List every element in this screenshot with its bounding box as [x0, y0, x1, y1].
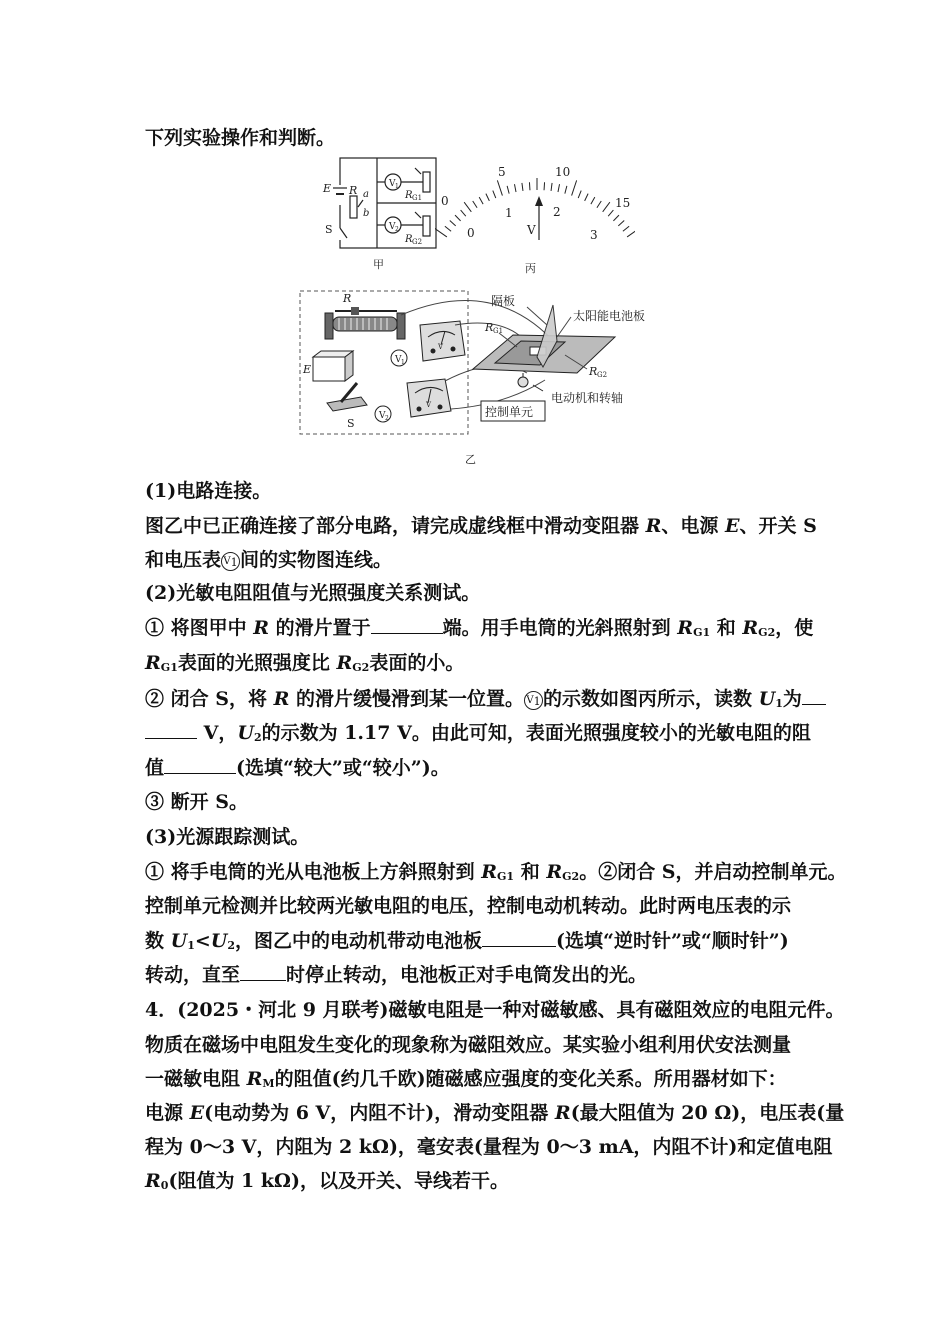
q4-line-4: 电源 E(电动势为 6 V，内阻不计)，滑动变阻器 R(最大阻值为 20 Ω)，电压表(量	[145, 1102, 845, 1124]
scale-tick	[551, 183, 552, 191]
label-r: R	[349, 184, 358, 197]
scale-bottom-1: 1	[505, 206, 513, 220]
v1-symbol-sub: 1	[395, 183, 399, 190]
answer-blank-1[interactable]	[371, 615, 443, 634]
q2-line-6: ③ 断开 S。	[145, 791, 248, 813]
scale-tick	[558, 184, 560, 192]
label-rg2: R	[405, 234, 413, 245]
label-a: a	[363, 189, 369, 200]
q3-line-2: 控制单元检测并比较两光敏电阻的电压，控制电动机转动。此时两电压表的示	[145, 895, 792, 917]
voltmeter-scale-bing	[435, 160, 635, 280]
v2-symbol-sub: 2	[395, 226, 399, 233]
scale-tick	[450, 221, 456, 226]
apparatus-diagram-yi	[295, 285, 675, 470]
circuit-diagram-jia	[315, 150, 445, 275]
answer-blank-3[interactable]	[164, 755, 236, 774]
q2-line-1: ① 将图甲中 R 的滑片置于 端。用手电筒的光斜照射到 $R_{G1}$ 和 $R_{G2}$，使	[145, 617, 814, 639]
q3-title: (3)光源跟踪测试。	[145, 826, 310, 848]
scale-tick	[565, 186, 567, 194]
scale-tick	[486, 194, 489, 201]
scale-tick	[514, 184, 516, 192]
v1-symbol-sub: 1	[401, 359, 405, 366]
label-e: E	[323, 182, 332, 195]
scale-tick	[507, 186, 509, 194]
q2-line-3: ② 闭合 S，将 R 的滑片缓慢滑到某一位置。 $V_1$ 的示数如图丙所示，读数 $U_1$为	[145, 686, 826, 717]
q3-line-3: 数 $U_1<U_2$，图乙中的电动机带动电池板 (选填“逆时针”或“顺时针”)	[145, 930, 789, 952]
scale-tick	[585, 194, 588, 201]
label-r: R	[343, 292, 352, 305]
v2-symbol: V	[389, 222, 396, 232]
v1-symbol: V	[389, 179, 396, 189]
caption-bing: 丙	[525, 262, 536, 275]
scale-tick	[455, 215, 461, 221]
pointer	[535, 196, 543, 240]
label-b: b	[363, 208, 370, 219]
scale-tick	[608, 210, 613, 216]
scale-bottom-2: 2	[553, 205, 561, 219]
intro-text: 下列实验操作和判断。	[145, 127, 336, 149]
label-control-unit: 控制单元	[485, 405, 534, 419]
scale-tick	[578, 191, 581, 198]
scale-tick	[618, 221, 624, 226]
v2-symbol-sub: 2	[385, 415, 389, 422]
q1-line-1: 图乙中已正确连接了部分电路，请完成虚线框中滑动变阻器 R、电源 E、开关 S	[145, 515, 817, 537]
answer-blank-2a[interactable]	[802, 686, 826, 705]
scale-tick	[613, 215, 619, 221]
caption-jia: 甲	[373, 258, 384, 271]
scale-tick	[627, 228, 635, 237]
motor	[518, 373, 528, 387]
scale-tick	[572, 180, 577, 195]
scale-tick	[623, 226, 629, 231]
label-rg1: R	[485, 321, 494, 334]
voltmeter-2	[407, 379, 451, 417]
meter-2-unit: V	[426, 401, 432, 409]
answer-blank-4[interactable]	[482, 928, 556, 947]
q1-line-2: 和电压表 $V_1$ 间的实物图连线。	[145, 549, 393, 571]
v1-symbol: V	[395, 355, 402, 365]
label-solar-panel: 太阳能电池板	[573, 309, 646, 323]
q1-title: (1)电路连接。	[145, 480, 272, 502]
scale-unit: V	[527, 223, 536, 237]
battery	[313, 351, 353, 381]
q2-line-2: $R_{G1}$表面的光照强度比 $R_{G2}$表面的小。	[145, 652, 465, 674]
v2-symbol: V	[379, 411, 386, 421]
label-partition: 隔板	[491, 294, 516, 308]
scale-bottom-0: 0	[467, 226, 475, 240]
label-motor: 电动机和转轴	[551, 391, 624, 405]
scale-top-0: 0	[441, 194, 449, 208]
scale-tick	[445, 226, 451, 231]
caption-yi: 乙	[465, 453, 476, 466]
scale-tick	[603, 202, 610, 212]
scale-tick	[529, 182, 530, 190]
scale-tick	[544, 182, 545, 190]
scale-tick	[461, 210, 466, 216]
scale-top-15: 15	[615, 196, 631, 210]
scale-bottom-3: 3	[590, 228, 598, 242]
voltmeter-1	[420, 321, 465, 361]
meter-1-unit: V	[438, 343, 444, 351]
label-e: E	[303, 363, 312, 376]
label-s: S	[347, 417, 355, 430]
scale-tick	[597, 201, 601, 208]
v1-meter-icon: $V_1$	[524, 691, 543, 710]
q4-line-1: 4．(2025・河北 9 月联考)磁敏电阻是一种对磁敏感、具有磁阻效应的电阻元件。	[145, 999, 845, 1021]
scale-tick	[479, 197, 483, 204]
scale-tick	[522, 183, 523, 191]
label-s: S	[325, 223, 333, 236]
q4-line-3: 一磁敏电阻 $R_M$的阻值(约几千欧)随磁感应强度的变化关系。所用器材如下：	[145, 1068, 787, 1090]
scale-tick	[473, 201, 477, 208]
q3-line-4: 转动，直至 时停止转动，电池板正对手电筒发出的光。	[145, 964, 648, 986]
label-rg1-sub: G1	[493, 327, 504, 335]
scale-tick	[435, 228, 447, 237]
scale-tick	[464, 202, 471, 212]
answer-blank-2b[interactable]	[145, 720, 197, 739]
label-rg2-sub: G2	[597, 371, 608, 379]
q3-line-1: ① 将手电筒的光从电池板上方斜照射到 $R_{G1}$ 和 $R_{G2}$。②闭合 S，并启动控制单元。	[145, 861, 847, 883]
answer-blank-5[interactable]	[240, 962, 286, 981]
label-rg2-sub: G2	[412, 238, 423, 246]
switch	[327, 383, 367, 411]
scale-top-5: 5	[498, 165, 506, 179]
q4-line-5: 程为 0～3 V，内阻为 2 kΩ)，毫安表(量程为 0～3 mA，内阻不计)和定值电阻	[145, 1136, 833, 1158]
scale-tick	[497, 180, 502, 195]
scale-tick	[591, 197, 595, 204]
v1-meter-icon: $V_1$	[221, 552, 240, 571]
label-rg1: R	[405, 190, 413, 201]
label-rg2: R	[589, 365, 598, 378]
q2-line-5: 值 (选填“较大”或“较小”)。	[145, 757, 450, 779]
rheostat	[325, 307, 405, 339]
q2-line-4: V，$U_2$的示数为 1.17 V。由此可知，表面光照强度较小的光敏电阻的阻	[145, 720, 811, 751]
label-rg1-sub: G1	[412, 194, 423, 202]
q4-line-2: 物质在磁场中电阻发生变化的现象称为磁阻效应。某实验小组利用伏安法测量	[145, 1034, 792, 1056]
scale-tick	[493, 191, 496, 198]
q2-title: (2)光敏电阻阻值与光照强度关系测试。	[145, 582, 481, 604]
q4-line-6: $R_0$(阻值为 1 kΩ)，以及开关、导线若干。	[145, 1170, 509, 1192]
scale-top-10: 10	[555, 165, 571, 179]
